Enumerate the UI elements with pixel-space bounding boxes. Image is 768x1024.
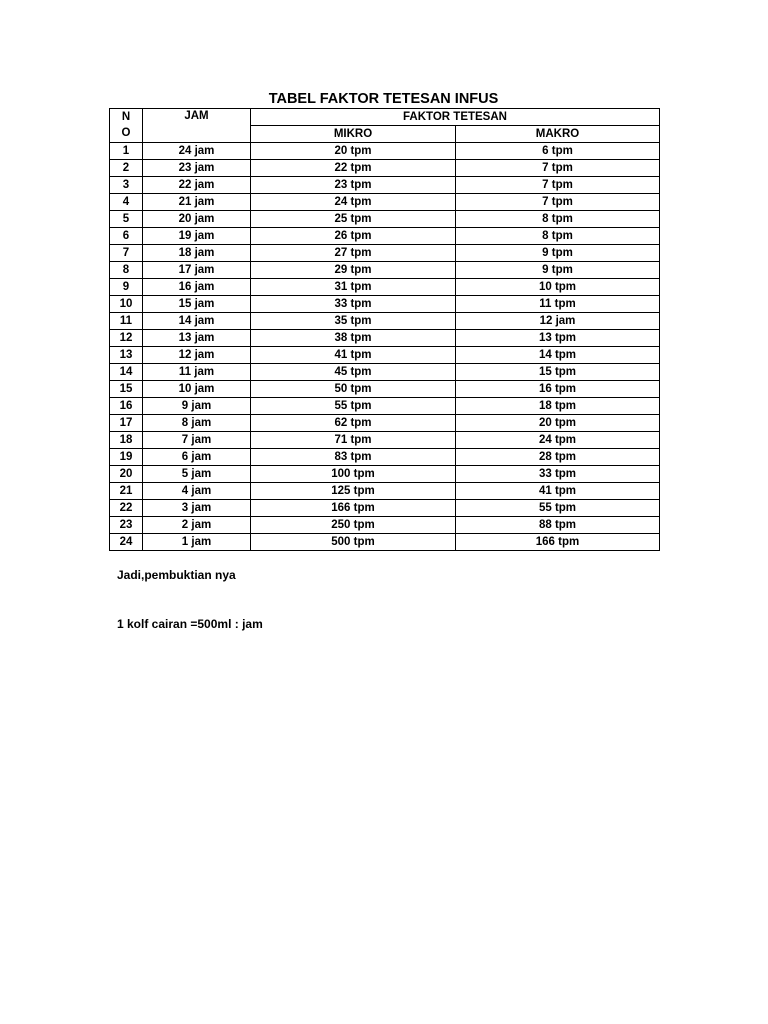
- cell-no: 15: [110, 381, 143, 398]
- table-row: [110, 143, 660, 160]
- table-row: [110, 381, 660, 398]
- cell-no: 4: [110, 194, 143, 211]
- cell-no: 7: [110, 245, 143, 262]
- cell-no: 10: [110, 296, 143, 313]
- table-row: [110, 449, 660, 466]
- cell-jam: 10 jam: [143, 381, 251, 398]
- note-proof: Jadi,pembuktian nya: [117, 568, 236, 582]
- cell-jam: 1 jam: [143, 534, 251, 551]
- table-row: [110, 364, 660, 381]
- cell-mikro: 83 tpm: [251, 449, 456, 466]
- cell-mikro: 22 tpm: [251, 160, 456, 177]
- header-no: [110, 109, 143, 143]
- table-row: [110, 517, 660, 534]
- cell-makro: 14 tpm: [456, 347, 660, 364]
- cell-mikro: 50 tpm: [251, 381, 456, 398]
- cell-mikro: 41 tpm: [251, 347, 456, 364]
- cell-jam: 6 jam: [143, 449, 251, 466]
- cell-makro: 7 tpm: [456, 160, 660, 177]
- cell-makro: 7 tpm: [456, 194, 660, 211]
- table-row: [110, 160, 660, 177]
- cell-makro: 41 tpm: [456, 483, 660, 500]
- cell-mikro: 25 tpm: [251, 211, 456, 228]
- table-row: [110, 534, 660, 551]
- cell-no: 1: [110, 143, 143, 160]
- cell-makro: 15 tpm: [456, 364, 660, 381]
- header-row-1: [110, 109, 660, 126]
- cell-mikro: 100 tpm: [251, 466, 456, 483]
- table-row: [110, 313, 660, 330]
- cell-jam: 9 jam: [143, 398, 251, 415]
- cell-makro: 10 tpm: [456, 279, 660, 296]
- cell-makro: 20 tpm: [456, 415, 660, 432]
- table-row: [110, 483, 660, 500]
- cell-jam: 2 jam: [143, 517, 251, 534]
- cell-no: 14: [110, 364, 143, 381]
- cell-mikro: 27 tpm: [251, 245, 456, 262]
- cell-jam: 17 jam: [143, 262, 251, 279]
- table-row: [110, 296, 660, 313]
- cell-jam: 15 jam: [143, 296, 251, 313]
- cell-jam: 4 jam: [143, 483, 251, 500]
- table-row: [110, 262, 660, 279]
- table-row: [110, 211, 660, 228]
- note-formula: 1 kolf cairan =500ml : jam: [117, 617, 263, 631]
- cell-jam: 18 jam: [143, 245, 251, 262]
- cell-makro: 55 tpm: [456, 500, 660, 517]
- cell-mikro: 29 tpm: [251, 262, 456, 279]
- cell-no: 12: [110, 330, 143, 347]
- cell-mikro: 71 tpm: [251, 432, 456, 449]
- header-makro: MAKRO: [456, 126, 660, 143]
- cell-no: 11: [110, 313, 143, 330]
- cell-jam: 11 jam: [143, 364, 251, 381]
- cell-jam: 21 jam: [143, 194, 251, 211]
- cell-makro: 7 tpm: [456, 177, 660, 194]
- cell-makro: 88 tpm: [456, 517, 660, 534]
- cell-jam: 24 jam: [143, 143, 251, 160]
- table-row: [110, 245, 660, 262]
- cell-no: 22: [110, 500, 143, 517]
- cell-jam: 19 jam: [143, 228, 251, 245]
- cell-mikro: 26 tpm: [251, 228, 456, 245]
- cell-makro: 24 tpm: [456, 432, 660, 449]
- header-no-line2: O: [121, 127, 131, 139]
- cell-no: 23: [110, 517, 143, 534]
- cell-no: 13: [110, 347, 143, 364]
- cell-no: 8: [110, 262, 143, 279]
- cell-makro: 9 tpm: [456, 245, 660, 262]
- cell-mikro: 33 tpm: [251, 296, 456, 313]
- table-row: [110, 415, 660, 432]
- cell-jam: 16 jam: [143, 279, 251, 296]
- table-row: [110, 228, 660, 245]
- drip-factor-table: [109, 108, 660, 551]
- cell-no: 24: [110, 534, 143, 551]
- cell-mikro: 62 tpm: [251, 415, 456, 432]
- cell-makro: 33 tpm: [456, 466, 660, 483]
- cell-jam: 23 jam: [143, 160, 251, 177]
- cell-mikro: 23 tpm: [251, 177, 456, 194]
- cell-makro: 166 tpm: [456, 534, 660, 551]
- header-mikro: MIKRO: [251, 126, 456, 143]
- cell-makro: 6 tpm: [456, 143, 660, 160]
- cell-mikro: 20 tpm: [251, 143, 456, 160]
- header-jam: JAM: [143, 109, 251, 143]
- cell-jam: 7 jam: [143, 432, 251, 449]
- cell-mikro: 250 tpm: [251, 517, 456, 534]
- cell-jam: 13 jam: [143, 330, 251, 347]
- cell-no: 5: [110, 211, 143, 228]
- cell-no: 2: [110, 160, 143, 177]
- table-row: [110, 194, 660, 211]
- cell-jam: 3 jam: [143, 500, 251, 517]
- cell-mikro: 125 tpm: [251, 483, 456, 500]
- cell-jam: 8 jam: [143, 415, 251, 432]
- table-row: [110, 177, 660, 194]
- table-row: [110, 500, 660, 517]
- table-row: [110, 279, 660, 296]
- cell-makro: 8 tpm: [456, 228, 660, 245]
- cell-mikro: 38 tpm: [251, 330, 456, 347]
- cell-mikro: 35 tpm: [251, 313, 456, 330]
- cell-makro: 11 tpm: [456, 296, 660, 313]
- cell-mikro: 24 tpm: [251, 194, 456, 211]
- cell-no: 19: [110, 449, 143, 466]
- table-row: [110, 347, 660, 364]
- cell-makro: 16 tpm: [456, 381, 660, 398]
- cell-jam: 12 jam: [143, 347, 251, 364]
- table-row: [110, 398, 660, 415]
- cell-no: 3: [110, 177, 143, 194]
- cell-no: 20: [110, 466, 143, 483]
- cell-no: 16: [110, 398, 143, 415]
- cell-mikro: 166 tpm: [251, 500, 456, 517]
- header-no-line1: N: [121, 111, 131, 123]
- cell-mikro: 55 tpm: [251, 398, 456, 415]
- cell-makro: 8 tpm: [456, 211, 660, 228]
- cell-makro: 13 tpm: [456, 330, 660, 347]
- cell-jam: 20 jam: [143, 211, 251, 228]
- table-body: [110, 109, 660, 551]
- cell-jam: 5 jam: [143, 466, 251, 483]
- table-row: [110, 432, 660, 449]
- cell-mikro: 45 tpm: [251, 364, 456, 381]
- header-faktor-tetesan: FAKTOR TETESAN: [251, 109, 660, 126]
- cell-no: 6: [110, 228, 143, 245]
- table-row: [110, 466, 660, 483]
- cell-mikro: 31 tpm: [251, 279, 456, 296]
- cell-no: 9: [110, 279, 143, 296]
- cell-makro: 18 tpm: [456, 398, 660, 415]
- cell-no: 18: [110, 432, 143, 449]
- cell-jam: 22 jam: [143, 177, 251, 194]
- table-row: [110, 330, 660, 347]
- cell-mikro: 500 tpm: [251, 534, 456, 551]
- cell-makro: 9 tpm: [456, 262, 660, 279]
- cell-makro: 12 jam: [456, 313, 660, 330]
- cell-no: 21: [110, 483, 143, 500]
- cell-makro: 28 tpm: [456, 449, 660, 466]
- page-title: TABEL FAKTOR TETESAN INFUS: [268, 91, 499, 107]
- cell-no: 17: [110, 415, 143, 432]
- cell-jam: 14 jam: [143, 313, 251, 330]
